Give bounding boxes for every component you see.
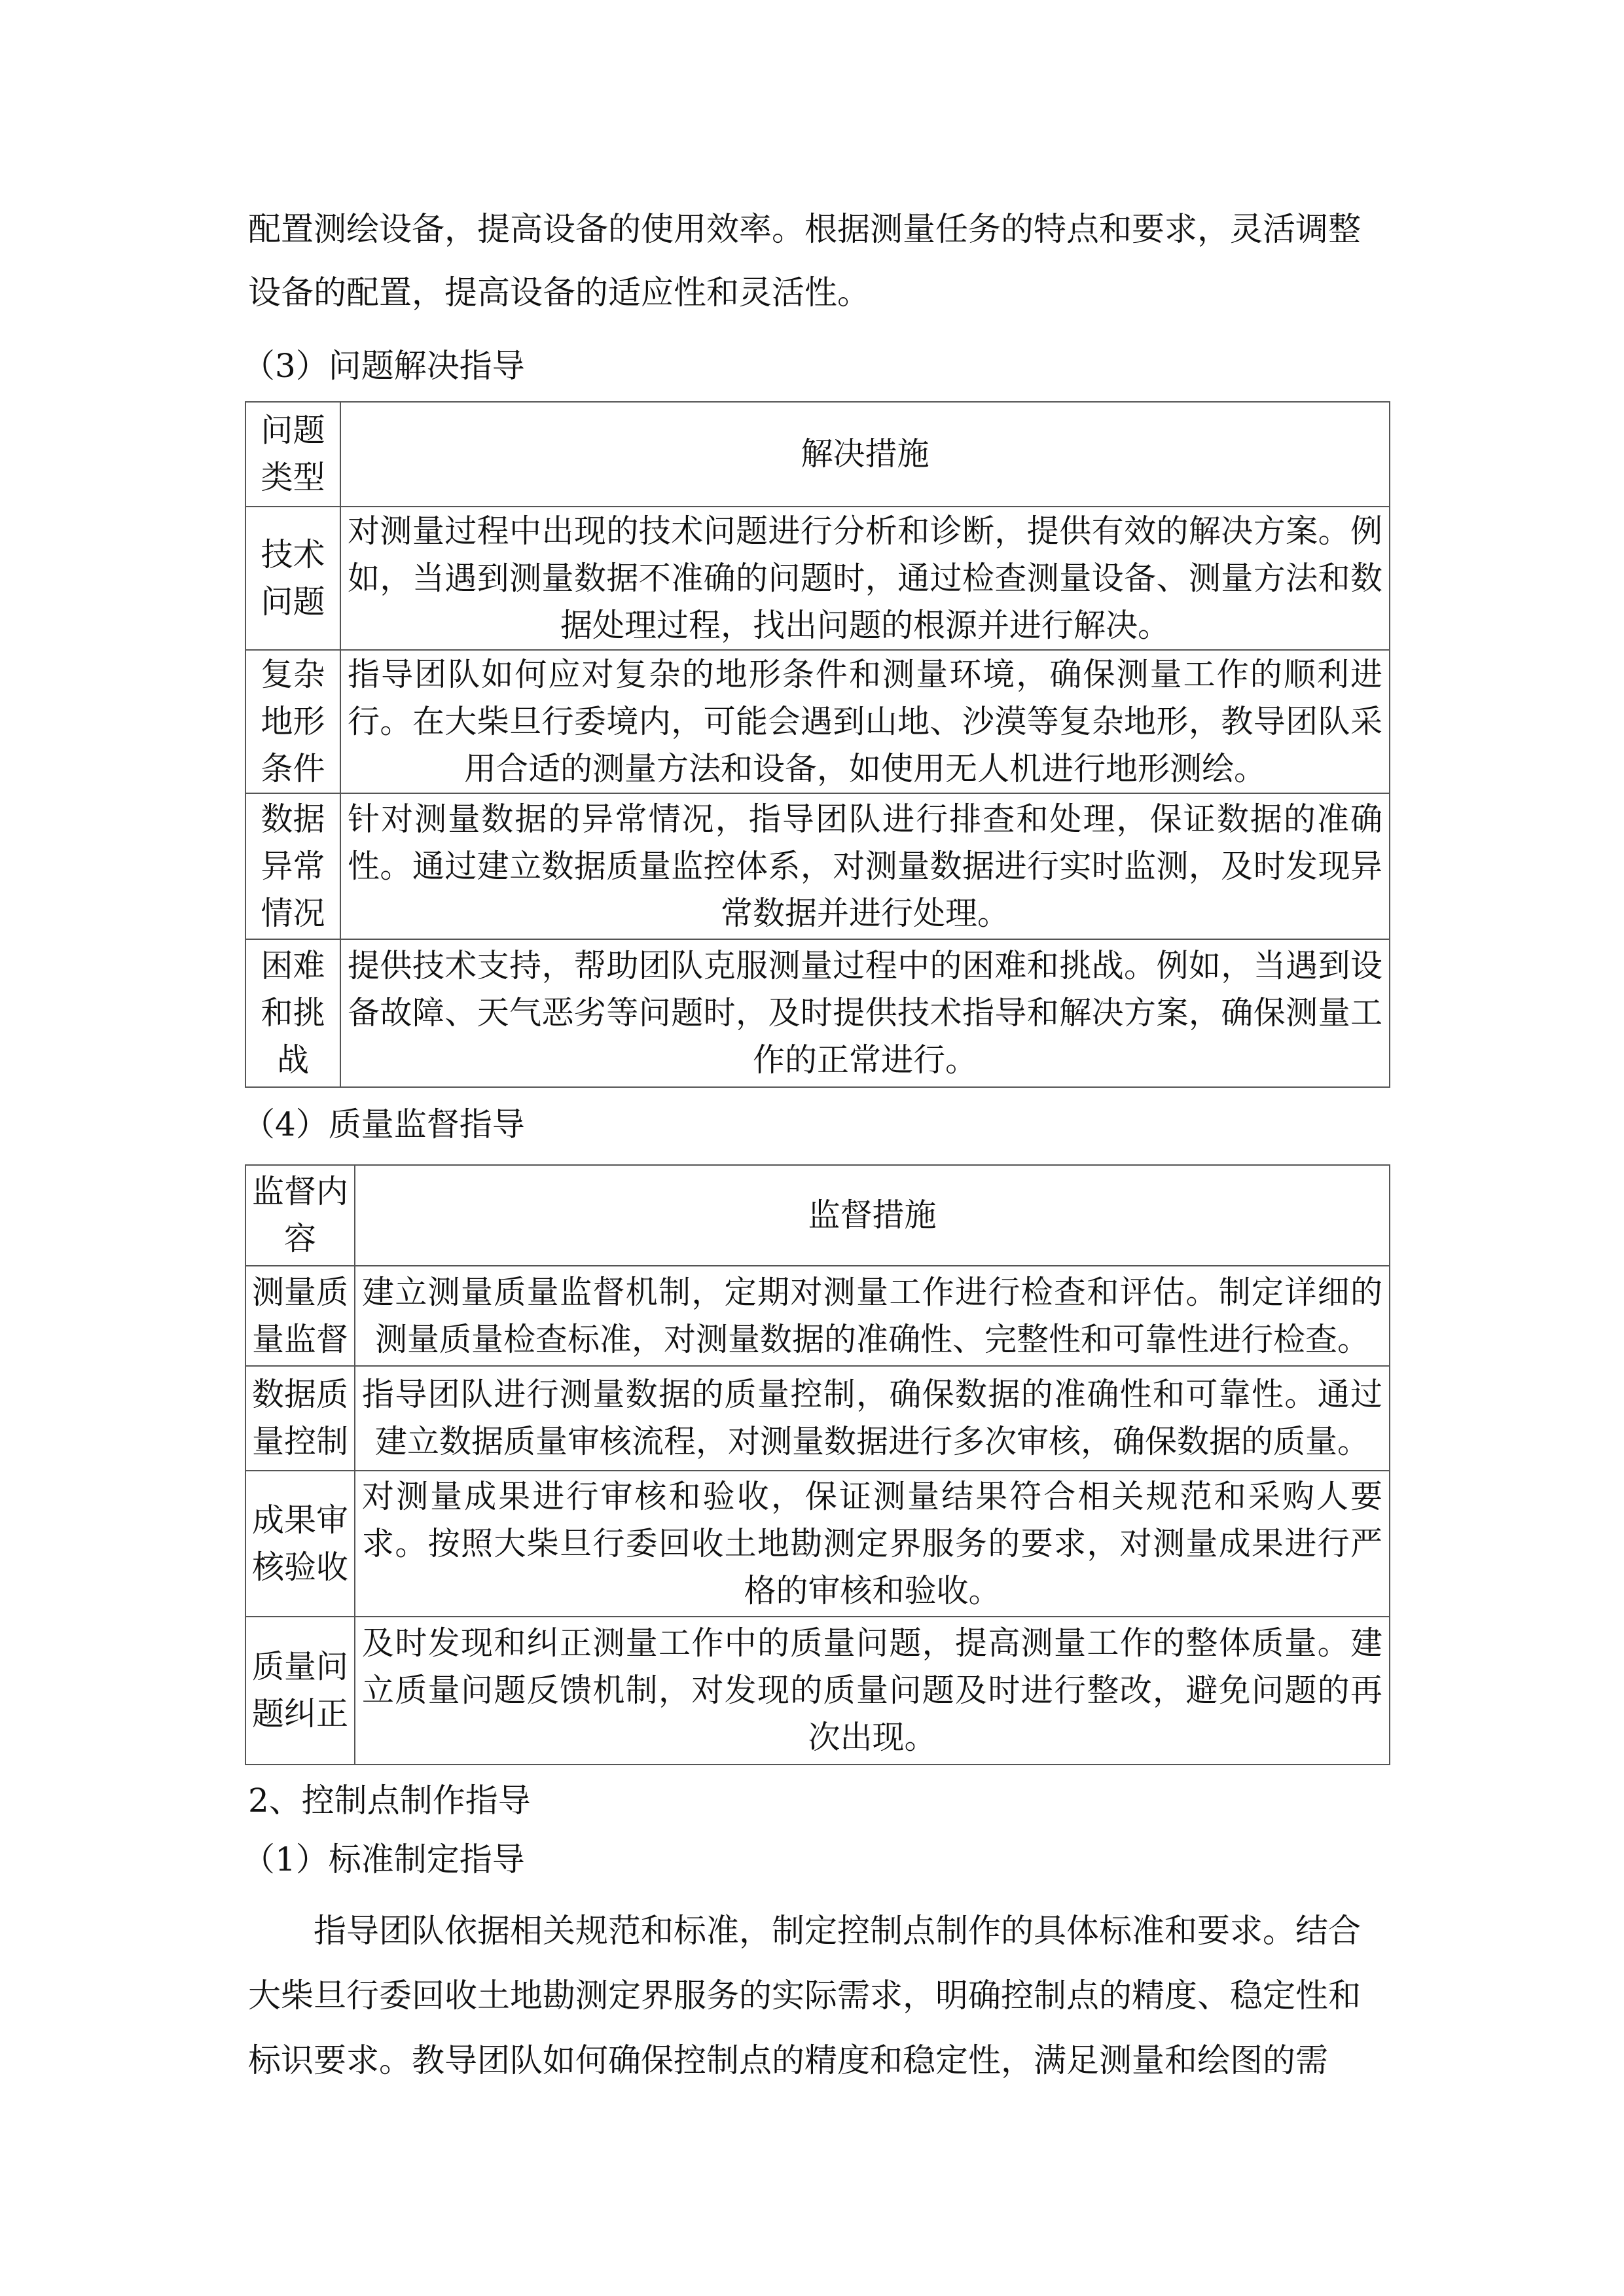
row-type: 数据异常情况 [245, 793, 340, 939]
section3-heading: （3）问题解决指导 [242, 347, 525, 385]
row-measure: 指导团队进行测量数据的质量控制，确保数据的准确性和可靠性。通过建立数据质量审核流程，对测量数据进行多次审核，确保数据的质量。 [355, 1366, 1390, 1471]
table-row [245, 939, 1390, 1087]
header-measure: 监督措施 [355, 1165, 1390, 1266]
row-type: 技术问题 [245, 507, 340, 650]
header-type: 监督内容 [245, 1165, 355, 1266]
row-measure: 提供技术支持，帮助团队克服测量过程中的困难和挑战。例如，当遇到设备故障、天气恶劣等问题时，及时提供技术指导和解决方案，确保测量工作的正常进行。 [340, 939, 1390, 1087]
row-type: 数据质量控制 [245, 1366, 355, 1471]
quality-supervision-table [245, 1164, 1390, 1765]
table-header-row [245, 402, 1390, 507]
header-measure: 解决措施 [340, 402, 1390, 507]
intro-line-1: 配置测绘设备，提高设备的使用效率。根据测量任务的特点和要求，灵活调整 [248, 210, 1361, 248]
paragraph-line-2: 大柴旦行委回收土地勘测定界服务的实际需求，明确控制点的精度、稳定性和 [248, 1977, 1361, 2015]
row-measure: 建立测量质量监督机制，定期对测量工作进行检查和评估。制定详细的测量质量检查标准，对测量数据的准确性、完整性和可靠性进行检查。 [355, 1266, 1390, 1366]
section2-subheading: （1）标准制定指导 [242, 1840, 525, 1878]
header-type: 问题类型 [245, 402, 340, 507]
row-measure: 指导团队如何应对复杂的地形条件和测量环境，确保测量工作的顺利进行。在大柴旦行委境内，可能会遇到山地、沙漠等复杂地形，教导团队采用合适的测量方法和设备，如使用无人机进行地形测绘。 [340, 650, 1390, 793]
row-measure: 针对测量数据的异常情况，指导团队进行排查和处理，保证数据的准确性。通过建立数据质量监控体系，对测量数据进行实时监测，及时发现异常数据并进行处理。 [340, 793, 1390, 939]
table-row [245, 507, 1390, 650]
section2-heading: 2、控制点制作指导 [248, 1782, 531, 1820]
paragraph-line-3: 标识要求。教导团队如何确保控制点的精度和稳定性，满足测量和绘图的需 [248, 2041, 1328, 2079]
row-type: 测量质量监督 [245, 1266, 355, 1366]
paragraph-line-1: 指导团队依据相关规范和标准，制定控制点制作的具体标准和要求。结合 [314, 1912, 1361, 1950]
intro-line-2: 设备的配置，提高设备的适应性和灵活性。 [248, 274, 870, 312]
problem-solving-table [245, 401, 1390, 1088]
table-row [245, 1266, 1390, 1366]
section4-heading: （4）质量监督指导 [242, 1105, 525, 1143]
row-type: 成果审核验收 [245, 1471, 355, 1617]
row-type: 复杂地形条件 [245, 650, 340, 793]
row-measure: 对测量成果进行审核和验收，保证测量结果符合相关规范和采购人要求。按照大柴旦行委回收土地勘测定界服务的要求，对测量成果进行严格的审核和验收。 [355, 1471, 1390, 1617]
table-row [245, 793, 1390, 939]
table-row [245, 1617, 1390, 1765]
row-measure: 及时发现和纠正测量工作中的质量问题，提高测量工作的整体质量。建立质量问题反馈机制，对发现的质量问题及时进行整改，避免问题的再次出现。 [355, 1617, 1390, 1765]
table-row [245, 650, 1390, 793]
row-type: 质量问题纠正 [245, 1617, 355, 1765]
row-type: 困难和挑战 [245, 939, 340, 1087]
row-measure: 对测量过程中出现的技术问题进行分析和诊断，提供有效的解决方案。例如，当遇到测量数据不准确的问题时，通过检查测量设备、测量方法和数据处理过程，找出问题的根源并进行解决。 [340, 507, 1390, 650]
table-row [245, 1366, 1390, 1471]
table-row [245, 1471, 1390, 1617]
table-header-row [245, 1165, 1390, 1266]
